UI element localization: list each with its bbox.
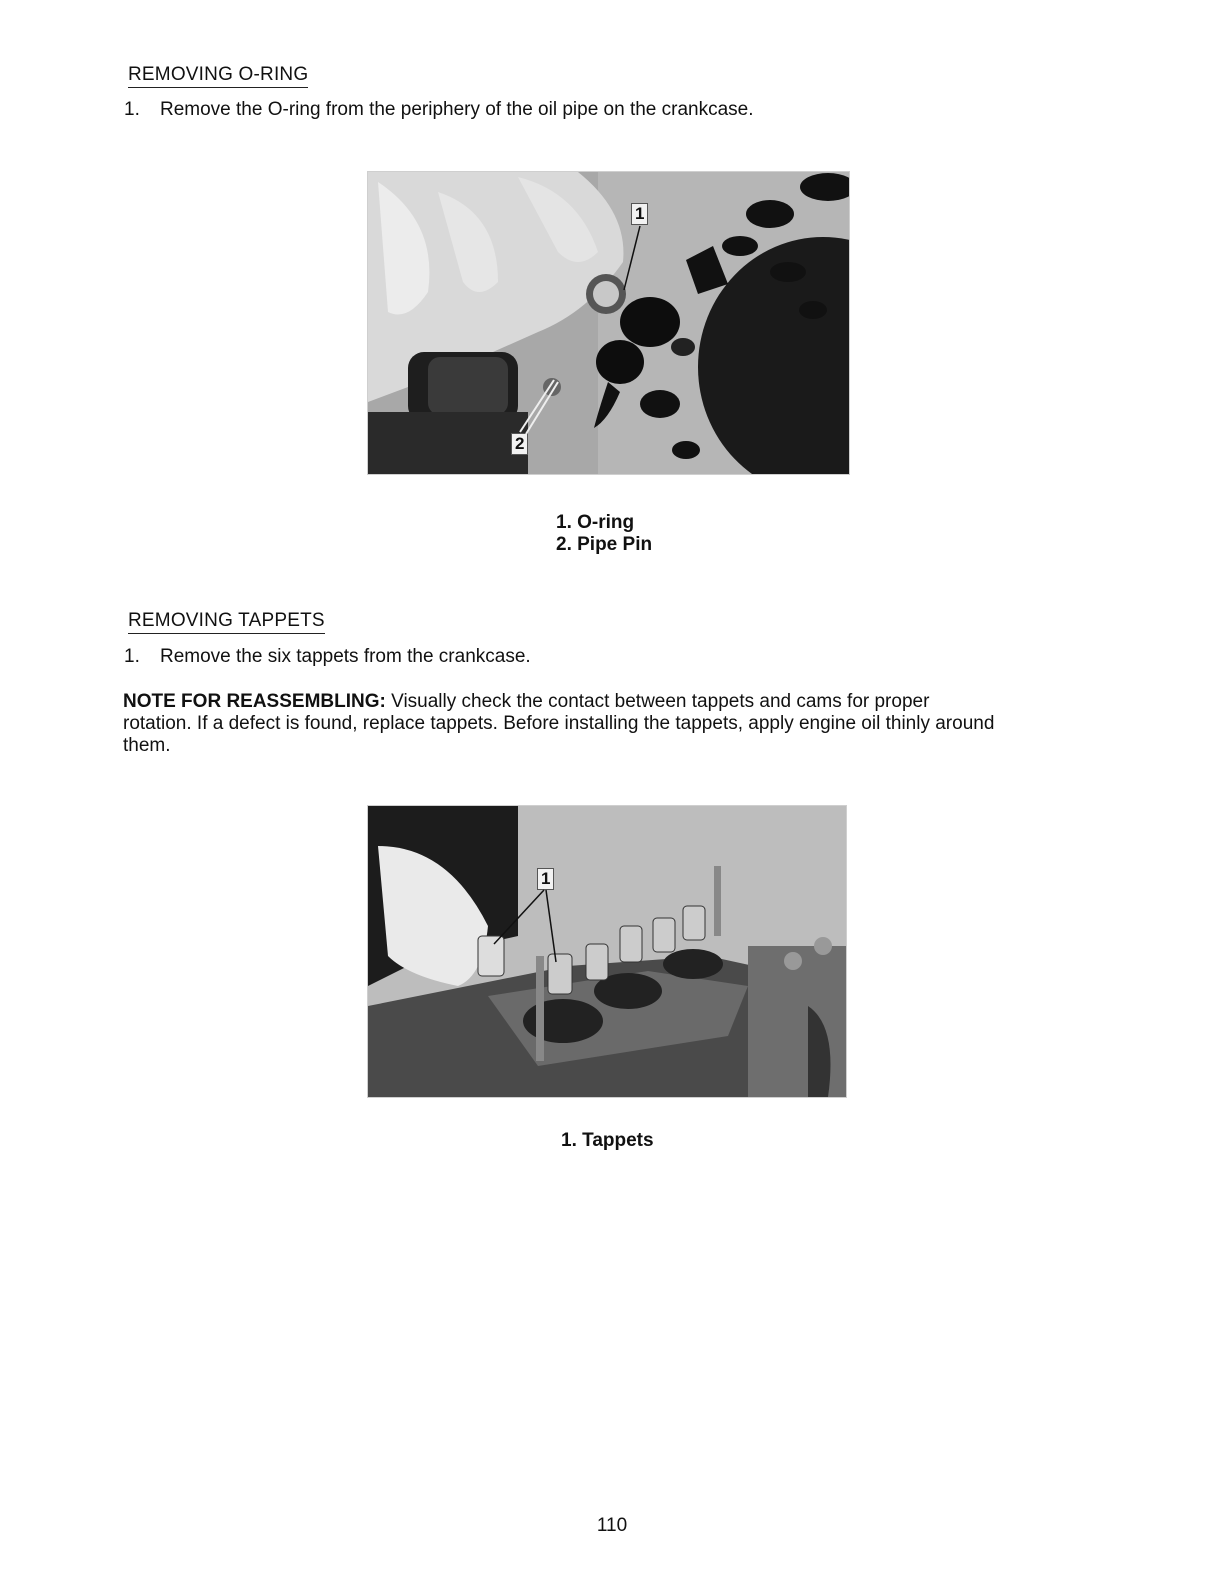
figure-caption-o-ring: 1. O-ring <box>556 512 635 533</box>
callout-leader-lines <box>500 220 660 450</box>
tappets-leader-lines <box>480 886 580 976</box>
section-heading-o-ring: REMOVING O-RING <box>128 64 308 88</box>
figure-caption-tappets: 1. Tappets <box>561 1130 654 1151</box>
step-remove-tappets <box>124 646 531 668</box>
callout-1: 1 <box>631 203 648 225</box>
step-text: Remove the O-ring from the periphery of the oil pipe on the crankcase. <box>160 99 754 120</box>
section-heading-tappets: REMOVING TAPPETS <box>128 610 325 634</box>
step-text: Remove the six tappets from the crankcase. <box>160 646 531 667</box>
step-number: 1. <box>124 99 140 120</box>
page-number: 110 <box>596 1515 628 1536</box>
callout-1-tappets: 1 <box>537 868 554 890</box>
note-label: NOTE FOR REASSEMBLING: <box>123 691 386 712</box>
reassembly-note <box>123 691 1003 757</box>
callout-2: 2 <box>511 433 528 455</box>
figure-caption-pipe-pin: 2. Pipe Pin <box>556 534 653 555</box>
tappets-photo-image <box>368 806 846 1097</box>
step-number: 1. <box>124 646 140 667</box>
tappets-photo <box>368 806 846 1097</box>
note-text: Visually check the contact between tappets and cams for proper rotation. If a defect is found, replace tappets. Before installing the tappets, apply engine oil thinly around them. <box>123 691 995 756</box>
step-remove-o-ring <box>124 99 754 121</box>
